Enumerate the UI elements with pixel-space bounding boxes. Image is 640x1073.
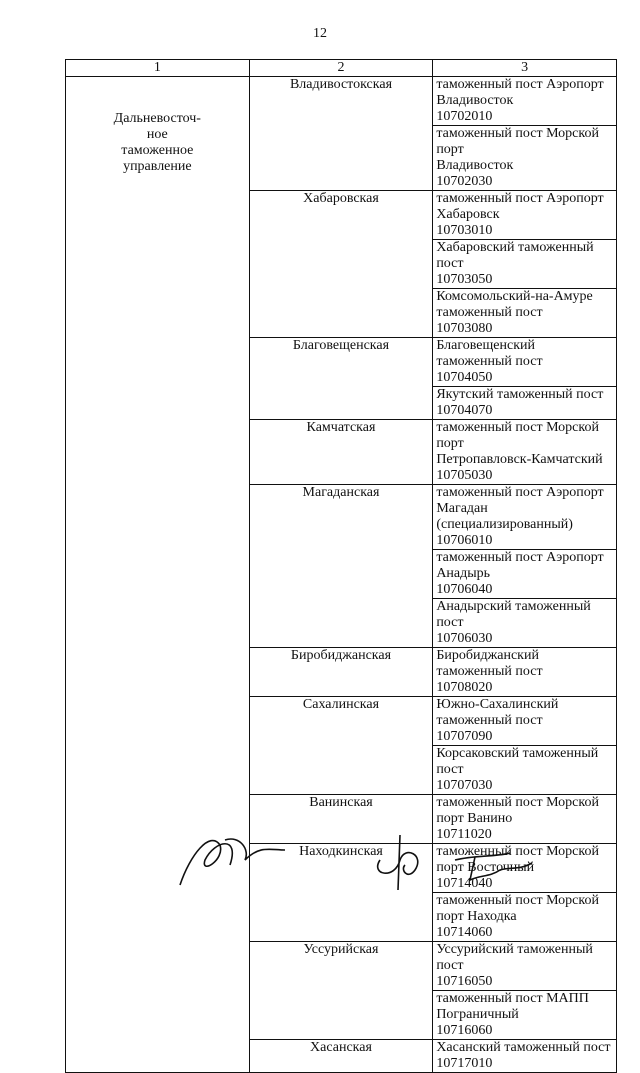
table-body xyxy=(66,77,617,1073)
customs-post-cell: таможенный пост Морской порт Ванино 10711020 xyxy=(433,795,617,844)
customs-post-cell: таможенный пост Морской порт Владивосток 10702030 xyxy=(433,126,617,191)
customs-post-cell: таможенный пост Аэропорт Хабаровск 10703010 xyxy=(433,191,617,240)
column-header-2: 2 xyxy=(249,60,433,77)
customs-post-cell: таможенный пост Аэропорт Анадырь 10706040 xyxy=(433,550,617,599)
header-row xyxy=(66,60,617,77)
signature-2 xyxy=(370,830,430,895)
customs-name-cell: Владивостокская xyxy=(249,77,433,191)
customs-post-cell: Уссурийский таможенный пост 10716050 xyxy=(433,942,617,991)
customs-post-cell: таможенный пост МАПП Пограничный 10716060 xyxy=(433,991,617,1040)
customs-name-cell: Находкинская xyxy=(249,844,433,942)
signature-3 xyxy=(450,845,535,890)
customs-post-cell: Южно-Сахалинский таможенный пост 10707090 xyxy=(433,697,617,746)
customs-name-cell: Магаданская xyxy=(249,485,433,648)
customs-name-cell: Камчатская xyxy=(249,420,433,485)
customs-post-cell: Корсаковский таможенный пост 10707030 xyxy=(433,746,617,795)
customs-post-cell: Хабаровский таможенный пост 10703050 xyxy=(433,240,617,289)
customs-name-cell: Ванинская xyxy=(249,795,433,844)
column-header-1: 1 xyxy=(66,60,250,77)
customs-name-cell: Хасанская xyxy=(249,1040,433,1073)
signature-1 xyxy=(170,815,290,895)
column-header-3: 3 xyxy=(433,60,617,77)
customs-name-cell: Хабаровская xyxy=(249,191,433,338)
customs-post-cell: Хасанский таможенный пост 10717010 xyxy=(433,1040,617,1073)
customs-post-cell: таможенный пост Аэропорт Магадан (специализированный) 10706010 xyxy=(433,485,617,550)
customs-post-cell: Анадырский таможенный пост 10706030 xyxy=(433,599,617,648)
department-cell: Дальневосточ- ное таможенное управление xyxy=(66,77,250,1073)
customs-name-cell: Уссурийская xyxy=(249,942,433,1040)
customs-posts-table xyxy=(65,59,617,1073)
customs-post-cell: Комсомольский-на-Амуре таможенный пост 10703080 xyxy=(433,289,617,338)
customs-name-cell: Благовещенская xyxy=(249,338,433,420)
page-number: 12 xyxy=(313,26,327,41)
customs-post-cell: таможенный пост Морской порт Петропавловск-Камчатский 10705030 xyxy=(433,420,617,485)
customs-post-cell: таможенный пост Морской порт Находка 10714060 xyxy=(433,893,617,942)
customs-name-cell: Биробиджанская xyxy=(249,648,433,697)
customs-post-cell: Якутский таможенный пост 10704070 xyxy=(433,387,617,420)
customs-name-cell: Сахалинская xyxy=(249,697,433,795)
customs-post-cell: Биробиджанский таможенный пост 10708020 xyxy=(433,648,617,697)
customs-post-cell: Благовещенский таможенный пост 10704050 xyxy=(433,338,617,387)
customs-post-cell: таможенный пост Аэропорт Владивосток 10702010 xyxy=(433,77,617,126)
table-row xyxy=(66,77,617,126)
customs-post-cell: таможенный пост Морской порт Восточный 10714040 xyxy=(433,844,617,893)
